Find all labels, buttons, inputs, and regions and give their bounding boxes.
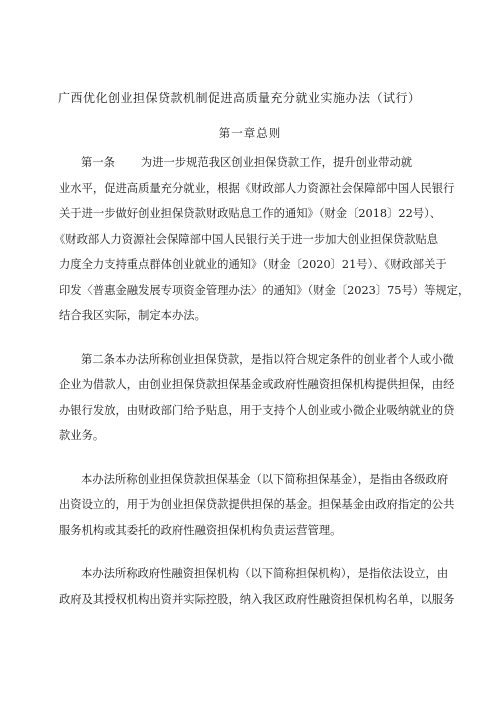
paragraph-line: 服务机构或其委托的政府性融资担保机构负责运营管理。 bbox=[59, 523, 342, 537]
paragraph-line: 业水平，促进高质量充分就业，根据《财政部人力资源社会保障部中国人民银行 bbox=[59, 181, 455, 195]
document-title: 广西优化创业担保贷款机制促进高质量充分就业实施办法（试行） bbox=[58, 91, 421, 105]
article-label: 第一条 bbox=[81, 156, 115, 169]
paragraph-line: 关于进一步做好创业担保贷款财政贴息工作的通知》（财金〔2018〕22号）、 bbox=[59, 207, 442, 220]
paragraph-line: 出资设立的，用于为创业担保贷款提供担保的基金。担保基金由政府指定的公共 bbox=[59, 498, 455, 511]
paragraph-line: 《财政部人力资源社会保障部中国人民银行关于进一步加大创业担保贷款贴息 bbox=[54, 232, 439, 246]
paragraph-line: 本办法所称创业担保贷款担保基金（以下简称担保基金），是指由各级政府 bbox=[81, 472, 449, 486]
document-body bbox=[54, 150, 470, 630]
paragraph-line: 印发〈普惠金融发展专项资金管理办法〉的通知》（财金〔2023〕75号）等规定， bbox=[59, 283, 470, 297]
paragraph-article-1 bbox=[54, 150, 470, 329]
paragraph-line: 为进一步规范我区创业担保贷款工作，提升创业带动就 bbox=[140, 156, 413, 169]
paragraph-line: 政府及其授权机构出资并实际控股，纳入我区政府性融资担保机构名单，以服务 bbox=[59, 592, 455, 606]
paragraph-line: 力度全力支持重点群体创业就业的通知》（财金〔2020〕21号）、《财政部关于 bbox=[59, 258, 447, 271]
paragraph-guarantee-institution bbox=[59, 561, 455, 612]
paragraph-line: 结合我区实际，制定本办法。 bbox=[59, 309, 206, 322]
paragraph-line: 企业为借款人，由创业担保贷款担保基金或政府性融资担保机构提供担保，由经 bbox=[59, 378, 455, 391]
paragraph-article-2 bbox=[59, 347, 455, 449]
paragraph-line: 款业务。 bbox=[59, 429, 105, 442]
paragraph-line: 本办法所称政府性融资担保机构（以下简称担保机构），是指依法设立，由 bbox=[81, 567, 449, 580]
paragraph-line: 办银行发放，由财政部门给予贴息，用于支持个人创业或小微企业吸纳就业的贷 bbox=[59, 403, 455, 417]
paragraph-line: 第二条本办法所称创业担保贷款，是指以符合规定条件的创业者个人或小微 bbox=[81, 352, 454, 366]
paragraph-guarantee-fund bbox=[59, 467, 455, 544]
chapter-heading: 第一章总则 bbox=[218, 126, 282, 140]
